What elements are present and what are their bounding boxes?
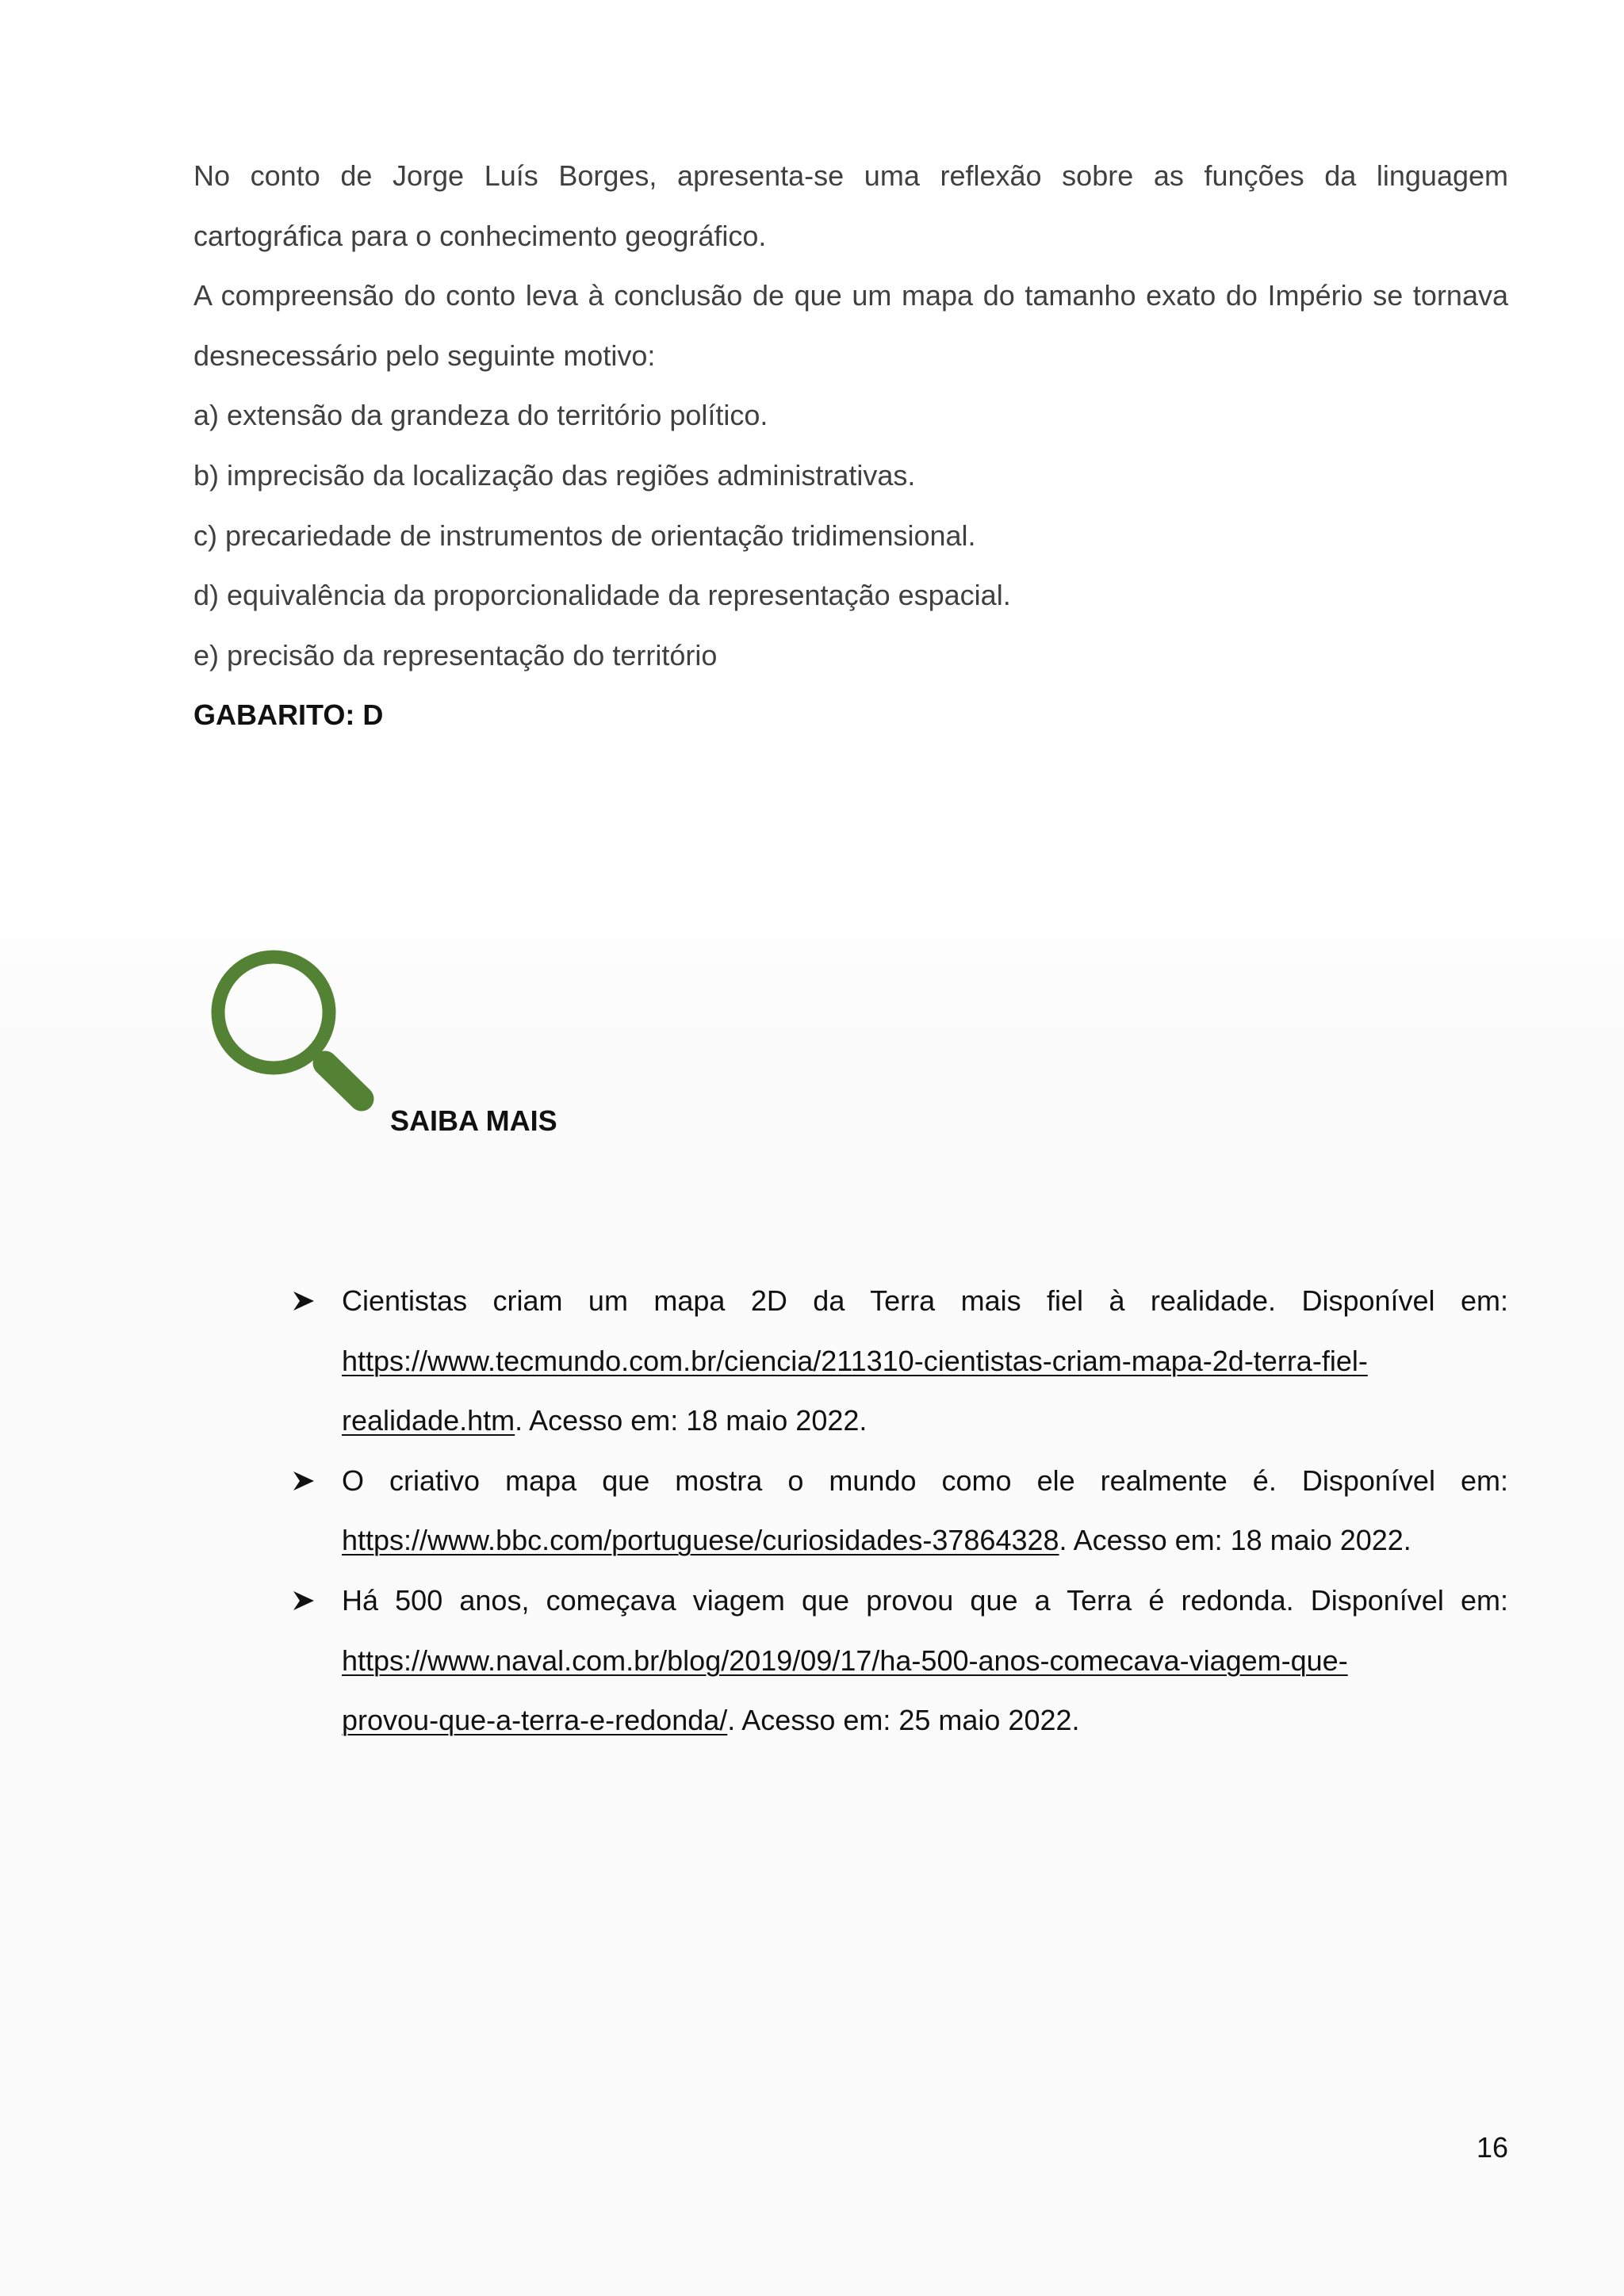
reference-link[interactable]: https://www.naval.com.br/blog/2019/09/17/ha-500-anos-comecava-viagem-que- <box>342 1644 1348 1677</box>
question-block <box>193 146 1508 745</box>
magnifier-icon <box>206 947 377 1118</box>
option-c: c) precariedade de instrumentos de orientação tridimensional. <box>193 519 976 552</box>
reference-link[interactable]: realidade.htm <box>342 1404 515 1437</box>
reference-item <box>342 1451 1508 1571</box>
option-d: d) equivalência da proporcionalidade da representação espacial. <box>193 579 1011 612</box>
reference-link-line <box>342 1331 1508 1391</box>
reference-title: Cientistas criam um mapa 2D da Terra mais fiel à realidade. Disponível em: <box>342 1284 1508 1317</box>
option-e: e) precisão da representação do território <box>193 638 718 672</box>
reference-link-line <box>342 1631 1508 1691</box>
reference-title: O criativo mapa que mostra o mundo como ele realmente é. Disponível em: <box>342 1464 1508 1497</box>
option-a: a) extensão da grandeza do território político. <box>193 399 768 432</box>
question-stem-line: A compreensão do conto leva à conclusão de que um mapa do tamanho exato do Império se tornava <box>193 279 1508 312</box>
reference-link[interactable]: https://www.tecmundo.com.br/ciencia/211310-cientistas-criam-mapa-2d-terra-fiel- <box>342 1344 1368 1377</box>
answer-key: GABARITO: D <box>193 698 384 732</box>
question-intro-line: No conto de Jorge Luís Borges, apresenta-se uma reflexão sobre as funções da linguagem <box>193 159 1508 192</box>
reference-item <box>342 1571 1508 1751</box>
reference-link-line <box>342 1510 1508 1571</box>
arrowhead-bullet-icon <box>293 1292 314 1311</box>
reference-access-date: . Acesso em: 25 maio 2022. <box>727 1704 1080 1737</box>
reference-list <box>342 1271 1508 1751</box>
question-stem-line: desnecessário pelo seguinte motivo: <box>193 339 656 372</box>
page-number: 16 <box>1476 2131 1508 2164</box>
reference-link-line <box>342 1391 1508 1451</box>
arrowhead-bullet-icon <box>293 1591 314 1610</box>
question-intro-line: cartográfica para o conhecimento geográfico. <box>193 219 767 252</box>
saiba-mais-heading: SAIBA MAIS <box>390 1104 557 1137</box>
reference-access-date: . Acesso em: 18 maio 2022. <box>1059 1524 1411 1557</box>
reference-link[interactable]: provou-que-a-terra-e-redonda/ <box>342 1704 728 1737</box>
arrowhead-bullet-icon <box>293 1471 314 1490</box>
reference-access-date: . Acesso em: 18 maio 2022. <box>515 1404 868 1437</box>
reference-link-line <box>342 1690 1508 1751</box>
option-b: b) imprecisão da localização das regiões administrativas. <box>193 458 916 492</box>
reference-title: Há 500 anos, começava viagem que provou que a Terra é redonda. Disponível em: <box>342 1583 1508 1617</box>
reference-link[interactable]: https://www.bbc.com/portuguese/curiosidades-37864328 <box>342 1524 1059 1557</box>
reference-item <box>342 1271 1508 1451</box>
